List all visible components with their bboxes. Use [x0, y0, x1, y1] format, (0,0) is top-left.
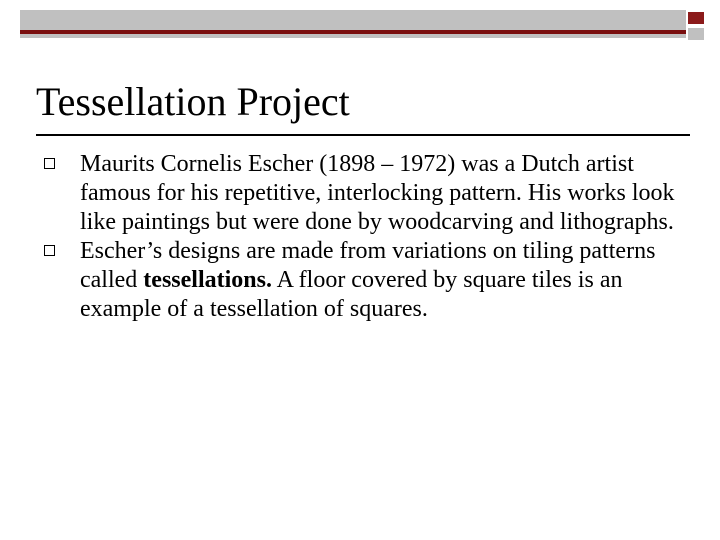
- bullet-text-after: A floor covered by square tiles is an example of a tessellation of squares.: [80, 267, 623, 322]
- header-band-line: [20, 30, 686, 34]
- hollow-square-bullet-icon: [44, 158, 55, 169]
- hollow-square-bullet-icon: [44, 245, 55, 256]
- header-band: [20, 10, 686, 38]
- bullet-list: [40, 150, 680, 324]
- corner-accent-grey: [688, 28, 704, 40]
- bullet-text-before: Escher’s designs are made from variations on tiling patterns called: [80, 238, 656, 293]
- title-divider: [36, 134, 690, 136]
- bullet-text: Maurits Cornelis Escher (1898 – 1972) was a Dutch artist famous for his repetitive, interlocking pattern. His works look like paintings but were done by woodcarving and lithographs.: [80, 151, 675, 235]
- bullet-item-escher-bio: [40, 150, 680, 237]
- bullet-bold-term: tessellations.: [143, 267, 272, 293]
- corner-accent-red: [688, 12, 704, 24]
- bullet-item-tessellations: [40, 237, 680, 324]
- slide-title: Tessellation Project: [36, 79, 350, 124]
